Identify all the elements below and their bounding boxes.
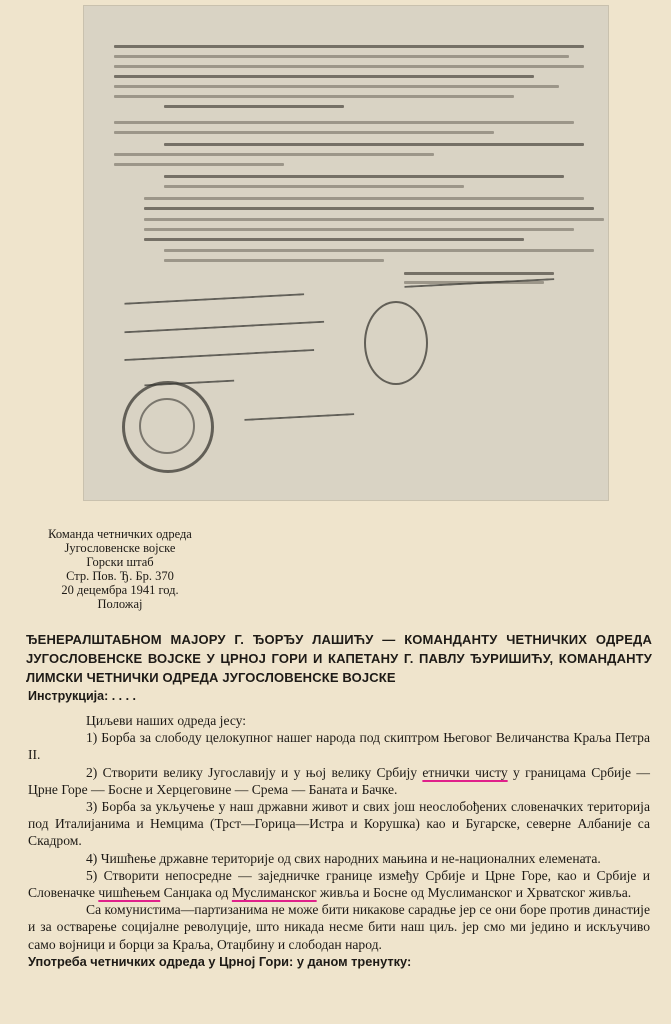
typed-line — [144, 238, 524, 241]
typed-line — [164, 259, 384, 262]
header-line: Стр. Пов. Ђ. Бр. 370 — [66, 569, 174, 583]
typed-line — [164, 105, 344, 108]
signature-top — [404, 264, 555, 288]
handwritten-note-3 — [124, 337, 314, 361]
body-intro: Циљеви наших одреда јесу: — [86, 713, 247, 728]
underlined-phrase: етнички чисту — [422, 764, 508, 780]
body-paragraph-6: Са комунистима—партизанима не може бити никакове сарадње јер се они боре против династије и за остварење социјалне револуције, што никада несме бити наш циљ. јер смо ми једино и искључиво само војници и борци за Краља, Отаџбину и слободан народ. — [28, 902, 650, 952]
typed-line — [114, 65, 584, 68]
typed-line — [144, 228, 574, 231]
header-line: Горски штаб — [86, 555, 154, 569]
underlined-phrase: Муслиманског — [231, 885, 317, 901]
round-stamp-inner — [139, 398, 195, 454]
typed-line — [144, 197, 584, 200]
header-line: Југословенске војске — [64, 541, 176, 555]
typed-line — [164, 185, 464, 188]
typed-line — [114, 75, 534, 78]
body-paragraph-2: 2) Створити велику Југославију и у њој велику Србију етнички чисту у границама Србије — Црне Горе — Босне и Херцеговине — Срема — Баната и Бачке. — [28, 764, 650, 797]
body-paragraph-3: 3) Борба за укључење у наш државни живот и свих још неослобођених словеначких територија под Италијанима и Немцима (Трст—Горица—Истра и Корушка) као и Бугарске, северне Албаније са Скадром. — [28, 799, 650, 849]
instruction-label: Инструкција: . . . . — [28, 689, 137, 703]
typed-line — [114, 163, 284, 166]
document-header — [30, 527, 210, 611]
document-body — [28, 712, 650, 970]
body-paragraph-4: 4) Чишћење државне територије од свих народних мањина и не-националних елемената. — [86, 850, 601, 866]
typed-line — [114, 131, 494, 134]
header-line: Команда четничких одреда — [48, 527, 192, 541]
typed-line — [114, 85, 559, 88]
typed-line — [164, 143, 584, 146]
body-paragraph-5: 5) Створити непосредне — заједничке границе између Србије и Црне Горе, као и Србије и Словеначке чишћењем Санџака од Муслиманског живља и Босне од Муслиманског и Хрватског живља. — [28, 867, 650, 901]
typed-line — [114, 121, 574, 124]
typed-line — [114, 95, 514, 98]
typed-line — [144, 218, 604, 221]
header-line: 20 децембра 1941 год. — [61, 583, 179, 597]
typed-line — [164, 175, 564, 178]
signature-bottom — [244, 401, 355, 421]
document-facsimile-photo — [84, 6, 608, 500]
header-line: Положај — [97, 597, 143, 611]
body-paragraph-1: 1) Борба за слободу целокупног нашег народа под скиптром Његовог Величанства Краља Петра II. — [28, 730, 650, 763]
typed-line — [114, 55, 569, 58]
handwritten-note-1 — [124, 281, 304, 304]
typed-line — [144, 207, 594, 210]
partial-stamp — [364, 301, 428, 385]
typed-line — [114, 45, 584, 48]
typed-line — [114, 153, 434, 156]
document-title: ЂЕНЕРАЛШТАБНОМ МАЈОРУ Г. ЂОРЂУ ЛАШИЋУ — КОМАНДАНТУ ЧЕТНИЧКИХ ОДРЕДА ЈУГОСЛОВЕНСКЕ ВОЈСКЕ У ЦРНОЈ ГОРИ И КАПЕТАНУ Г. ПАВЛУ ЂУРИШИЋУ, КОМАНДАНТУ ЛИМСКИ ЧЕТНИЧКИ ОДРЕДА ЈУГОСЛОВЕНСКЕ ВОЈСКЕ — [26, 632, 652, 685]
typed-line — [164, 249, 594, 252]
body-paragraph-7: Употреба четничких одреда у Црној Гори: у даном тренутку: — [28, 953, 412, 969]
handwritten-note-2 — [124, 309, 324, 333]
underlined-phrase: чишћењем — [98, 885, 161, 901]
